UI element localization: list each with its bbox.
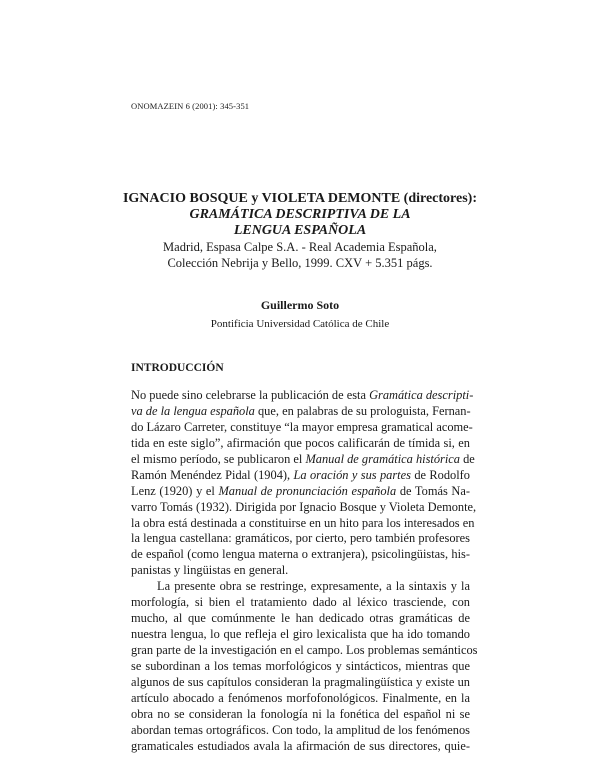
- review-header: [110, 191, 490, 271]
- paragraph-1-line: Lenz (1920) y el Manual de pronunciación española de Tomás Na-: [131, 483, 470, 498]
- paragraph-2-line: morfología, si bien el tratamiento dado al léxico trasciende, con: [131, 595, 470, 610]
- paragraph-1-line: de español (como lengua materna o extranjera), psicolingüistas, his-: [131, 547, 470, 562]
- publisher-line-2: Colección Nebrija y Bello, 1999. CXV + 5.351 págs.: [167, 256, 433, 270]
- paragraph-2-line: gramaticales estudiados avala la afirmación de sus directores, quie-: [131, 738, 470, 753]
- review-title-line: IGNACIO BOSQUE y VIOLETA DEMONTE (directores):: [122, 191, 478, 206]
- book-title-line-2: LENGUA ESPAÑOLA: [233, 223, 367, 238]
- paragraph-2-line: gran parte de la investigación en el campo. Los problemas semánticos: [131, 643, 478, 657]
- paragraph-2-line: nuestra lengua, lo que refleja el giro lexicalista que ha ido tomando: [131, 627, 470, 642]
- paragraph-1-line: la lengua castellana: gramáticos, por cierto, pero también profesores: [131, 531, 470, 546]
- paragraph-1-line: do Lázaro Carreter, constituye “la mayor empresa gramatical acome-: [131, 419, 473, 434]
- author-name: Guillermo Soto: [260, 298, 340, 312]
- paragraph-2-line: obra no se consideran la fonología ni la fonética del español ni se: [131, 706, 470, 721]
- author-affiliation: Pontificia Universidad Católica de Chile: [210, 318, 390, 330]
- paragraph-2-line: mucho, al que comúnmente le han dedicado otras gramáticas de: [131, 611, 470, 626]
- paragraph-1-line: No puede sino celebrarse la publicación de esta Gramática descripti-: [131, 388, 474, 402]
- paragraph-1-line: tida en este siglo”, afirmación que pocos calificarán de tímida si, en: [131, 435, 470, 450]
- paragraph-1-line: va de la lengua española que, en palabras de su prologuista, Fernan-: [131, 403, 471, 418]
- publisher-line-1: Madrid, Espasa Calpe S.A. - Real Academia Española,: [163, 240, 437, 254]
- paragraph-2-line: abordan temas ortográficos. Con todo, la amplitud de los fenómenos: [131, 722, 470, 737]
- paragraph-2-line: artículo abocado a fenómenos morfofonológicos. Finalmente, en la: [131, 690, 470, 705]
- paragraph-2-line: La presente obra se restringe, expresamente, a la sintaxis y la: [157, 579, 470, 594]
- section-heading: INTRODUCCIÓN: [131, 362, 224, 374]
- paragraph-1-line: el mismo período, se publicaron el Manual de gramática histórica de: [131, 451, 475, 466]
- paragraph-1-line: Ramón Menéndez Pidal (1904), La oración y sus partes de Rodolfo: [131, 467, 471, 482]
- book-title-line-1: GRAMÁTICA DESCRIPTIVA DE LA: [189, 207, 411, 222]
- paragraph-2-line: se subordinan a los temas morfológicos y sintácticos, mientras que: [131, 658, 470, 673]
- running-head: ONOMAZEIN 6 (2001): 345-351: [131, 101, 250, 111]
- body-text: [131, 388, 478, 755]
- paragraph-1-line: la obra está destinada a constituirse en un hito para los interesados en: [131, 515, 475, 530]
- paragraph-2-line: algunos de sus capítulos consideran la pragmalingüística y existe un: [131, 674, 470, 689]
- paragraph-1-line: panistas y lingüistas en general.: [131, 563, 289, 578]
- paragraph-1-line: varro Tomás (1932). Dirigida por Ignacio Bosque y Violeta Demonte,: [131, 499, 477, 514]
